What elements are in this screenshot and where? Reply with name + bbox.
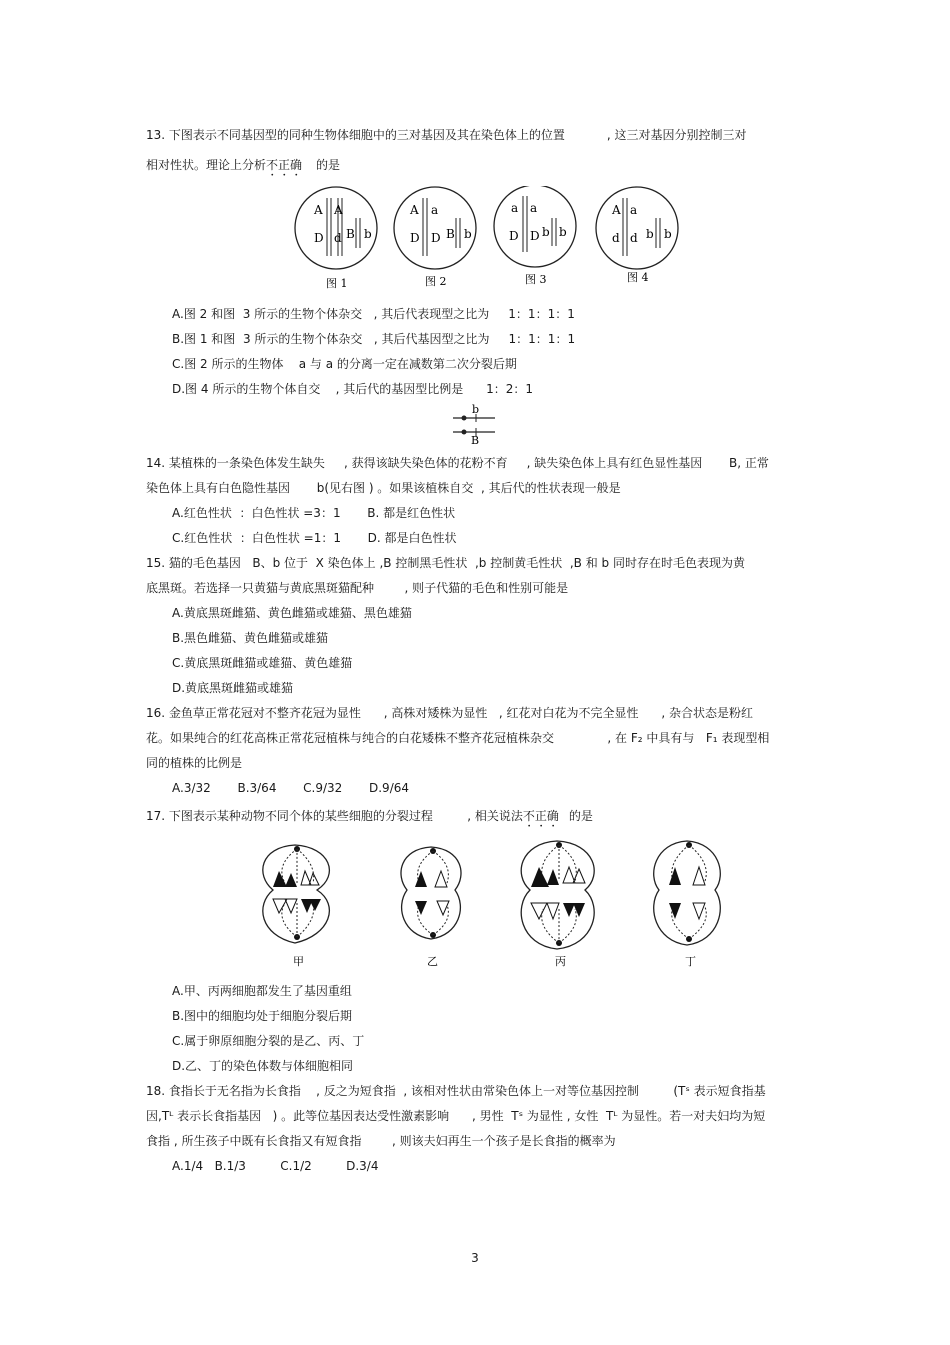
q14-allele-B: B — [471, 434, 480, 445]
svg-text:b: b — [464, 227, 472, 241]
q13-stem-line2 — [146, 157, 340, 179]
figure-label-ding: 丁 — [685, 955, 696, 968]
figure-label-bing: 丙 — [555, 955, 566, 968]
svg-text:b: b — [664, 227, 672, 241]
svg-text:A: A — [612, 203, 621, 217]
svg-text:d: d — [334, 231, 342, 245]
q13-stem-text: 13. 下图表示不同基因型的同种生物体细胞中的三对基因及其在染色体上的位置 — [146, 128, 565, 142]
q14-stem-line1: 14. 某植株的一条染色体发生缺失 , 获得该缺失染色体的花粉不育 , 缺失染色体上具有红色显性基因 B, 正常 — [146, 456, 769, 470]
figure-label-2: 图 2 — [425, 275, 447, 288]
svg-text:D: D — [530, 229, 540, 243]
svg-text:a: a — [530, 201, 538, 215]
q17-figure-cells — [255, 835, 735, 970]
q16-stem-line2: 花。如果纯合的红花高株正常花冠植株与纯合的白花矮株不整齐花冠植株杂交 , 在 F₂ 中具有与 F₁ 表现型相 — [146, 731, 770, 745]
svg-text:a: a — [511, 201, 519, 215]
svg-text:a: a — [630, 203, 638, 217]
q17-option-d: D.乙、丁的染色体数与体细胞相同 — [172, 1059, 354, 1073]
q18-stem-line3: 食指 , 所生孩子中既有长食指又有短食指 , 则该夫妇再生一个孩子是长食指的概率为 — [146, 1134, 616, 1148]
cell-ding — [654, 841, 721, 945]
q13-stem-line1 — [146, 127, 747, 143]
q18-stem-line2: 因,Tᴸ 表示长食指基因 ) 。此等位基因表达受性激素影响 , 男性 Tˢ 为显性 , 女性 Tᴸ 为显性。若一对夫妇均为短 — [146, 1109, 766, 1123]
q16-options: A.3/32 B.3/64 C.9/32 D.9/64 — [172, 781, 409, 795]
svg-text:A: A — [334, 203, 343, 217]
q13-stem-line2a: 相对性状。理论上分析 — [146, 158, 267, 172]
q15-option-b: B.黑色雌猫、黄色雌猫或雄猫 — [172, 631, 329, 645]
figure-label-4: 图 4 — [627, 271, 649, 284]
svg-text:D: D — [431, 231, 441, 245]
q15-option-d: D.黄底黑斑雌猫或雄猫 — [172, 681, 294, 695]
figure-label-yi: 乙 — [427, 955, 438, 968]
svg-text:A: A — [410, 203, 419, 217]
q18-stem-line1: 18. 食指长于无名指为长食指 , 反之为短食指 , 该相对性状由常染色体上一对等位基因控制 (Tˢ 表示短食指基 — [146, 1084, 766, 1098]
q15-option-c: C.黄底黑斑雌猫或雄猫、黄色雄猫 — [172, 656, 353, 670]
q15-stem-line1: 15. 猫的毛色基因 B、b 位于 X 染色体上 ,B 控制黑毛性状 ,b 控制黄毛性状 ,B 和 b 同时存在时毛色表现为黄 — [146, 556, 745, 570]
q17-stem-line1 — [146, 808, 593, 830]
svg-text:b: b — [646, 227, 654, 241]
cell-jia — [263, 845, 330, 943]
cell-figure-2 — [394, 187, 476, 269]
cell-bing — [521, 841, 594, 949]
q13-emphasis: 不正确 — [266, 158, 303, 172]
svg-text:D: D — [509, 229, 519, 243]
q17-stem-text: 17. 下图表示某种动物不同个体的某些细胞的分裂过程 , 相关说法 — [146, 809, 523, 823]
q14-option-ab: A.红色性状 ：白色性状 =3：1 B. 都是红色性状 — [172, 506, 456, 520]
svg-text:d: d — [612, 231, 620, 245]
q13-stem-text-cont: , 这三对基因分别控制三对 — [606, 128, 747, 142]
cell-figure-3 — [494, 186, 576, 267]
q17-option-b: B.图中的细胞均处于细胞分裂后期 — [172, 1009, 353, 1023]
q15-option-a: A.黄底黑斑雌猫、黄色雌猫或雄猫、黑色雄猫 — [172, 606, 412, 620]
svg-text:a: a — [431, 203, 439, 217]
svg-text:D: D — [410, 231, 420, 245]
cell-figure-4 — [596, 187, 678, 269]
q13-option-c: C.图 2 所示的生物体 a 与 a 的分离一定在减数第二次分裂后期 — [172, 357, 517, 371]
svg-text:D: D — [314, 231, 324, 245]
q13-figure-cells — [290, 186, 690, 292]
svg-text:b: b — [364, 227, 372, 241]
q14-chromosome-figure — [450, 403, 500, 445]
figure-label-jia: 甲 — [293, 955, 304, 968]
q14-stem-line2: 染色体上具有白色隐性基因 b(见右图 ) 。如果该植株自交 , 其后代的性状表现一般是 — [146, 481, 621, 495]
q14-option-cd: C.红色性状 ：白色性状 =1：1 D. 都是白色性状 — [172, 531, 457, 545]
q17-stem-text-end: 的是 — [568, 809, 593, 823]
q14-allele-b: b — [472, 403, 480, 416]
q15-stem-line2: 底黑斑。若选择一只黄猫与黄底黑斑猫配种 , 则子代猫的毛色和性别可能是 — [146, 581, 569, 595]
cell-figure-1 — [295, 187, 377, 269]
svg-text:d: d — [630, 231, 638, 245]
q17-option-a: A.甲、丙两细胞都发生了基因重组 — [172, 984, 352, 998]
q13-option-a: A.图 2 和图 3 所示的生物个体杂交 , 其后代表现型之比为 1：1：1：1 — [172, 307, 575, 321]
q16-stem-line1: 16. 金鱼草正常花冠对不整齐花冠为显性 , 高株对矮株为显性 , 红花对白花为不完全显性 , 杂合状态是粉红 — [146, 706, 754, 720]
q16-stem-line3: 同的植株的比例是 — [146, 756, 243, 770]
svg-text:B: B — [346, 227, 355, 241]
figure-label-1: 图 1 — [326, 277, 348, 290]
svg-text:b: b — [542, 225, 550, 239]
q13-option-d: D.图 4 所示的生物个体自交 , 其后代的基因型比例是 1：2：1 — [172, 382, 533, 396]
figure-label-3: 图 3 — [525, 273, 547, 286]
svg-text:b: b — [559, 225, 567, 239]
q17-option-c: C.属于卵原细胞分裂的是乙、丙、丁 — [172, 1034, 365, 1048]
svg-text:A: A — [314, 203, 323, 217]
q13-option-b: B.图 1 和图 3 所示的生物个体杂交 , 其后代基因型之比为 1：1：1：1 — [172, 332, 576, 346]
q17-emphasis: 不正确 — [522, 809, 559, 823]
page-number: 3 — [471, 1251, 479, 1265]
svg-text:B: B — [446, 227, 455, 241]
q13-stem-line2b: 的是 — [316, 158, 341, 172]
q18-options: A.1/4 B.1/3 C.1/2 D.3/4 — [172, 1159, 379, 1173]
cell-yi — [401, 847, 461, 939]
